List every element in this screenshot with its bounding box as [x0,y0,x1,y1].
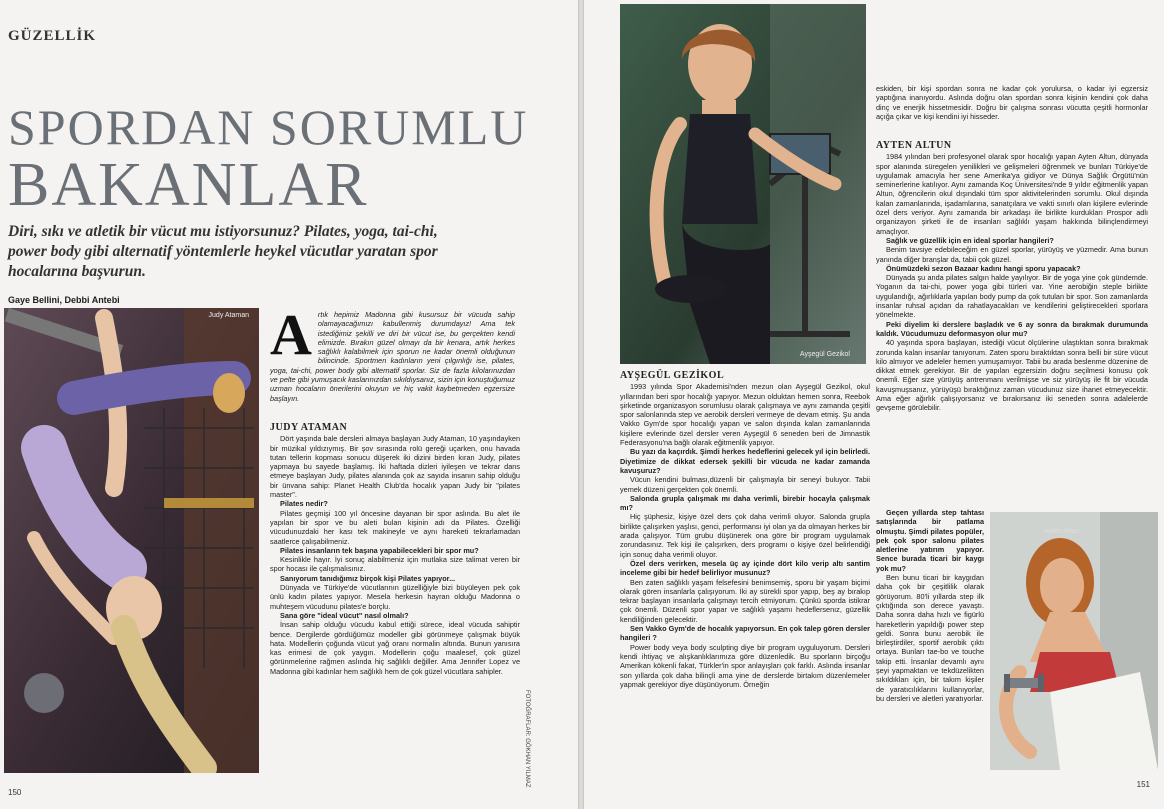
judy-photo-credit: Judy Ataman [208,312,249,319]
ayten-altun-photo [990,512,1158,770]
article-deck: Diri, sıkı ve atletik bir vücut mu istiyorsunuz? Pilates, yoga, tai-chi, power body gibi alternatif yöntemlerle heykel vücutlar yaratan spor hocalarına başvurun. [8,223,438,280]
judy-ataman-photo [4,308,259,773]
byline: Gaye Bellini, Debbi Antebi [8,295,120,305]
article-title [8,98,529,219]
photographer-credit: FOTOĞRAFLAR: GÖKHAN YILMAZ [524,690,530,788]
ayten-p4: 40 yaşında spora başlayan, istediği vücut ölçülerine ulaştıktan sonra bırakmak zorunda kalan insanlar tanıyorum. Zaten sporu bıraktıktan sonra belli bir süre vücut kilo almıyor ve adeleler hemen yumuşamıyor. Tabii bu arada beslenme düzenine de dikkat etmek gerekiyor. Bir de yapılan egzersizin doğru seçilmesi konusu çok önemli. Eğer size yürüyüş antrenmanı verilmişse ve siz yürüyüş ile fit bir vücuda kavuşmuşsanız, yürüyüşü bıraktığınız zaman vücudunuz size ihanet etmeyecektir. Ama eğer ağırlık çalışıyorsanız ve bırakırsanız iki seneden sonra adalelerde gevşeme görülebilir. [876,338,1148,413]
ayten-q4: Geçen yıllarda step tahtası satışlarında bir patlama olmuştu. Şimdi pilates popüler, pek çok spor salonu pilates aletlerine yatırım yapıyor. Sence burada ticari bir kaygı yok mu? [876,508,984,573]
judy-q3: Sanıyorum tanıdığımız birçok kişi Pilates yapıyor... [280,573,456,583]
ayten-p5: Ben bunu ticari bir kaygıdan daha çok bir çeşitlilik olarak görüyorum. 80'li yıllarda step ilk çıktığında son derece yavaştı. Daha sonra daha hızlı ve figürlü hareketlerin yapıldığı power step geldi. Sonra bunu aerobik ile birleştirdiler, sportif aerobik çıktı ortaya. Bunları tae-bo ve touche takip etti. İnsanlar devamlı aynı şeyi yapmaktan ve tekdüzelikten sıkıldıkları için, bir takım kişiler de yaratıcılıklarını kullanıyorlar, bu dersleri ve aletleri yaratıyorlar. [876,573,984,703]
judy-p4: Dünyada ve Türkiye'de vücutlarının güzelliğiyle bizi büyüleyen pek çok ünlü kadın pilates yapıyor. Mesela herkesin hayran olduğu Madonna o muhteşem vücudunu pilates'e borçlu. [270,583,520,611]
aysegul-p5: Power body veya body sculpting diye bir program uyguluyorum. Dersleri kendi ihtiyaç ve alışkanlıklarımıza göre düzenledik. Bu sporların birçoğu Amerikan kökenli fakat, Türkler'in spor anlayışları çok farklı. Aslında insanlar son yıllarda çok daha bilinçli ama yine de derslerde birtakım düzenlemeler yapmak gerekiyor diye düşünüyorum. Örneğin [620,642,870,689]
ayten-p3: Dünyada şu anda pilates salgın halde yayılıyor. Bir de yoga yine çok gündemde. Yoganın da tai-chi, power yoga gibi türleri var. Yine aerobiğin steple birlikte uygulandığı, ağırlıklarla yapılan body pump da çok tutulan bir spor. Son zamanlarda insanlar ruhsal açıdan da rahatlayacakları ve kendilerini geliştirecekleri sporlara yönelmekte. [876,273,1148,320]
judy-p5: İnsan sahip olduğu vücudu kabul ettiği sürece, ideal vücuda sahiptir bence. Dergilerde gördüğümüz modeller gibi görünmeye çalışmak büyük hata. Modellerin çoğunda vücut yağ oranı normalin altında. Bunun yanısıra kas erimesi de çok yaygın. Modellerin çoğu maalesef, çok güzel görünmelerine rağmen aslında hiç sağlıklı değiller. Ama Jennifer Lopez ve Madonna gibi kadınlar hem sağlıklı hem de çok güzel vücutlara sahipler. [270,620,520,676]
judy-p1: Dört yaşında bale dersleri almaya başlayan Judy Ataman, 10 yaşındayken bir müzikal yıldızıymış. Bir şov sırasında rolü gereği uçarken, onu havada tutan tellerin kopması sonucu düşerek iki dizini birden kıran Judy, pilates yapmaya bu sayede başlamış. İki haftada dizleri iyileşen ve tekrar dans etmeye başlayan Judy, pilates alanında çok az sayıda insanın sahip olduğu bir ünvana sahip: Planet Health Club'da hocalık yapan Judy bir "pilates master". [270,434,520,500]
aysegul-q2: Salonda grupla çalışmak mı daha verimli, birebir hocayla çalışmak mı? [620,493,870,513]
title-line-1: SPORDAN SORUMLU [8,99,529,155]
judy-photo-image [4,308,259,773]
left-page [0,0,578,809]
aysegul-photo-credit: Ayşegül Gezikol [799,351,850,358]
ayten-q1: Sağlık ve güzellik için en ideal sporlar hangileri? [886,235,1054,245]
judy-p3: Kesinlikle hayır. İyi sonuç alabilmeniz için mutlaka size talimat veren bir spor hocası ile çalışmalısınız. [270,555,520,574]
aysegul-q1: Bu yazı da kaçırdık. Şimdi herkes hedeflerini gelecek yıl için belirledi. Diyetimize de dikkat edersek şekilli bir vücuda ne kadar zamanda kavuşuruz? [620,447,870,475]
aysegul-p2: Vücun kendini bulması,düzenli bir çalışmayla bir seneyi buluyor. Tabii yemek düzeni gerçekten çok önemli. [620,475,870,494]
ayten-p2: Benim tavsiye edebileceğim en güzel sporlar, yürüyüş ve yüzmedir. Ama bunun yanında diğer branşlar da, tabii çok güzel. [876,245,1148,264]
aysegul-q4: Sen Vakko Gym'de de hocalık yapıyorsun. En çok talep gören dersler hangileri ? [620,624,870,643]
judy-q2: Pilates insanların tek başına yapabilecekleri bir spor mu? [280,545,479,555]
ayten-section [876,138,1148,413]
aysegul-section [620,368,870,689]
aysegul-photo-image [620,4,866,364]
section-label: GÜZELLİK [8,28,97,44]
dropcap: A [270,302,312,367]
continued-text [876,84,1148,121]
aysegul-q3: Özel ders verirken, mesela üç ay içinde dört kilo verip altı santim inceleme gibi bir hedef belirliyor musunuz? [620,558,870,578]
judy-p2: Pilates geçmişi 100 yıl öncesine dayanan bir spor aslında. Bu alet ile yapılan bir spor ve bu aleti bulan kişinin adı da Pilates. Özelliği vücudunuzdaki her kası tek makineyle ve aynı hareketi tekrarlamadan saatlerce çalışabilmeniz. [270,508,520,546]
intro-text [270,302,515,403]
ayten-section-continued [876,508,984,703]
intro-paragraph: rtık hepimiz Madonna gibi kusursuz bir vücuda sahip olamayacağımızı kabullenmiş durumdayız! Ama tek istediğimiz şekilli ve diri bir vücut ise, bu gerçekten kendi elimizde. Bırakın güzel olmayı da bir kenara, artık herkes sağlıklı kalabilmek için sporun ne kadar önemli olduğunun bilincinde. Sportmen kadınların yeni çılgınlığı ise, pilates, yoga, tai-chi, power body gibi alternatif sporlar. Siz de fazla kilolarınızdan ve pelte gibi yumuşacık kaslarınızdan sıkıldıysanız, sizin için konuştuğumuz uzman hocaların önerilerini okuyun ve hiç vakit kaybetmeden egzersize başlayın. [270,310,515,403]
ayten-p1: 1984 yılından beri profesyonel olarak spor hocalığı yapan Ayten Altun, dünyada spor alanında süregelen yenilikleri ve gelişmeleri öğrenmek ve bunları Türkiye'de uygulamak amacıyla her sene Amerika'ya gidiyor ve Dünya Sağlık Örgütü'nün seminerlerine katılıyor. Aynı zamanda Koç Üniversitesi'nde 9 yıldır eğitmenlik yapan Altun, öğrencilerin okul dışındaki tüm spor aktivitelerinden sorumlu. Okul dışında kalan zamanlarında, işadamlarına, sanatçılara ve vakti sınırlı olan kişilere evlerinde özel ders veriyor. Aynı zamanda bir arkadaşı ile birlikte kurdukları Prospor adlı organizayon şirketi ile de insanları sağlıklı yaşam hakkında bilinçlendirmeyi amaçlıyor. [876,152,1148,236]
ayten-photo-image [990,512,1158,770]
aysegul-p4: Ben zaten sağlıklı yaşam felsefesini benimsemiş, sporu bir yaşam biçimi olarak gören insanlarla çalışıyorum. İki ay sürekli spor yapıp, beş ay bırakıp tekrar başlayan insanlarla çalışmayı tercih etmiyorum. Çünkü sporda istikrar çok önemli. Düzenli spor yapar ve sağlıklı yaşamı hedeflersenız, güzellik kendiliğinden gelecektir. [620,577,870,624]
aysegul-p1: 1993 yılında Spor Akademisi'nden mezun olan Ayşegül Gezikol, okul yıllarından beri spor hocalığı yapıyor. Mezun olduktan hemen sonra, Reebok şirketinde organizasyon sorumlusu olarak çalışmaya ve aynı zamanda çeşitli spor salonlarında step ve aerobik dersleri vermeye de devam etmiş. Şu anda Vakko Gym'de spor hocalığı yapan ve salon dışında kalan zamanlarında kişilere evlerinde özel dersler veren Ayşegül 6 seneden beri de Jimnastik Federasyonu'na bağlı olarak eğitmenlik yapıyor. [620,382,870,448]
ayten-q2: Önümüzdeki sezon Bazaar kadını hangi sporu yapacak? [886,263,1081,273]
right-page [584,0,1164,809]
aysegul-p3: Hiç şüphesiz, kişiye özel ders çok daha verimli oluyor. Salonda grupla birlikte çalışırken yaşlısı, genci, performansı iyi olan ya da olmayan herkes bir arada çalışıyor. Tüm grubu düşünerek ona göre bir program uygulamak zorundasınız. Tek kişi ile çalışırken, ders programı o kişiye özel belirlendiği için sonuç daha verimli oluyor. [620,512,870,559]
aysegul-heading: AYŞEGÜL GEZİKOL [620,370,725,381]
judy-heading: JUDY ATAMAN [270,422,348,433]
ayten-photo-credit: Ayten Altun [1044,528,1080,535]
judy-q1: Pilates nedir? [280,499,328,509]
title-line-2: BAKANLAR [8,151,369,219]
continued-paragraph: eskiden, bir kişi spordan sonra ne kadar çok yorulursa, o kadar iyi egzersiz yaptığına inanıyordu. Aslında doğru olan spordan sonra kişinin kendini çok daha dinç ve enerjik hissetmesidir. Doğru bir çalışma sonrası vücutta çeşitli hormonlar açığa çıkar ve kişi kendini iyi hisseder. [876,84,1148,121]
page-number-right: 151 [1136,780,1150,789]
judy-section [270,420,520,676]
ayten-q3: Peki diyelim ki derslere başladık ve 6 ay sonra da bırakmak durumunda kaldık. Vücudumuzu deformasyon olur mu? [876,319,1148,338]
aysegul-gezikol-photo [620,4,866,364]
page-number-left: 150 [8,788,22,797]
ayten-heading: AYTEN ALTUN [876,140,952,151]
judy-q4: Sana göre "ideal vücut" nasıl olmalı? [280,610,409,620]
